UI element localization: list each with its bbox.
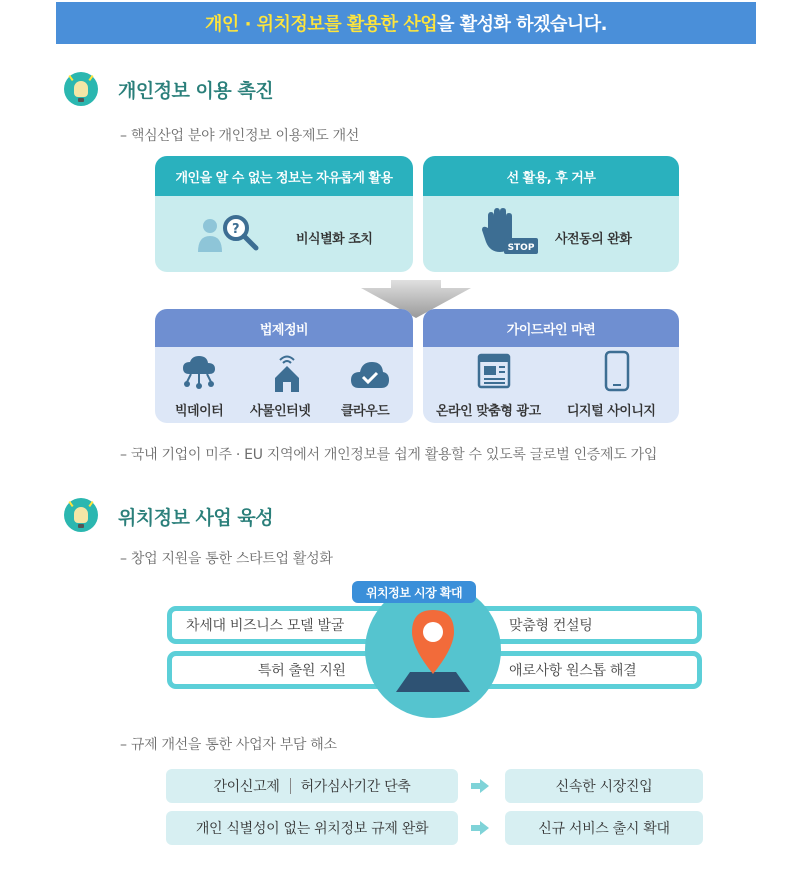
cloud-network-icon: [181, 356, 217, 390]
web-ad-icon: [477, 353, 511, 389]
lightbulb-icon: [64, 498, 98, 532]
right-item-2: 애로사항 원스톱 해결: [458, 651, 702, 689]
card-opt-out-header: 선 활용, 후 거부: [423, 156, 679, 196]
banner-highlight: 개인 · 위치정보를 활용한 산업: [205, 14, 438, 35]
lightbulb-icon: [64, 72, 98, 106]
smart-home-icon: [271, 352, 303, 392]
card-legislation-item-2: 사물인터넷: [250, 404, 311, 419]
row1-right: 신속한 시장진입: [505, 769, 703, 803]
card-anonymization: [155, 156, 413, 272]
svg-text:?: ?: [232, 222, 240, 237]
section1-title: 개인정보 이용 촉진: [118, 80, 274, 102]
section2-title: 위치정보 사업 육성: [118, 507, 274, 529]
arrow-right-icon: [471, 821, 489, 835]
row2-left: 개인 식별성이 없는 위치정보 규제 완화: [166, 811, 458, 845]
smartphone-icon: [604, 350, 630, 392]
left-item-2: 특허 출원 지원: [167, 651, 405, 689]
row1-left-b: 허가심사기간 단축: [300, 779, 411, 795]
card-guideline-item-2: 디지털 사이니지: [567, 404, 656, 419]
card-guideline-header: 가이드라인 마련: [423, 309, 679, 347]
banner-rest: 을 활성화 하겠습니다.: [437, 14, 607, 35]
left-item-1: 차세대 비즈니스 모델 발굴: [167, 606, 405, 644]
row1-left-a: 간이신고제: [213, 779, 280, 795]
card-legislation-item-3: 클라우드: [341, 404, 390, 419]
section1-sub2: – 국내 기업이 미주 · EU 지역에서 개인정보를 쉽게 활용할 수 있도록 글로벌 인증제도 가입: [120, 447, 658, 463]
section2-sub2: – 규제 개선을 통한 사업자 부담 해소: [120, 737, 337, 753]
cloud-check-icon: [350, 360, 390, 390]
card-legislation-item-1: 빅데이터: [175, 404, 224, 419]
row1-left: [166, 769, 458, 803]
section1-sub1: – 핵심산업 분야 개인정보 이용제도 개선: [120, 128, 360, 144]
location-pin-icon: [390, 602, 476, 694]
stop-label: STOP: [507, 243, 535, 253]
search-people-icon: [196, 212, 268, 258]
card-legislation-header: 법제정비: [155, 309, 413, 347]
right-item-1: 맞춤형 컨설팅: [458, 606, 702, 644]
card-anonymization-header: 개인을 알 수 없는 정보는 자유롭게 활용: [155, 156, 413, 196]
arrow-right-icon: [471, 779, 489, 793]
card-guideline-item-1: 온라인 맞춤형 광고: [436, 404, 541, 419]
row2-right: 신규 서비스 출시 확대: [505, 811, 703, 845]
stop-hand-icon: [482, 208, 542, 260]
card-opt-out: [423, 156, 679, 272]
section2-sub1: – 창업 지원을 통한 스타트업 활성화: [120, 551, 333, 567]
card-anonymization-label: 비식별화 조치: [296, 232, 373, 247]
market-tag: 위치정보 시장 확대: [352, 581, 476, 603]
page-banner: [56, 2, 756, 44]
card-opt-out-label: 사전동의 완화: [555, 232, 632, 247]
